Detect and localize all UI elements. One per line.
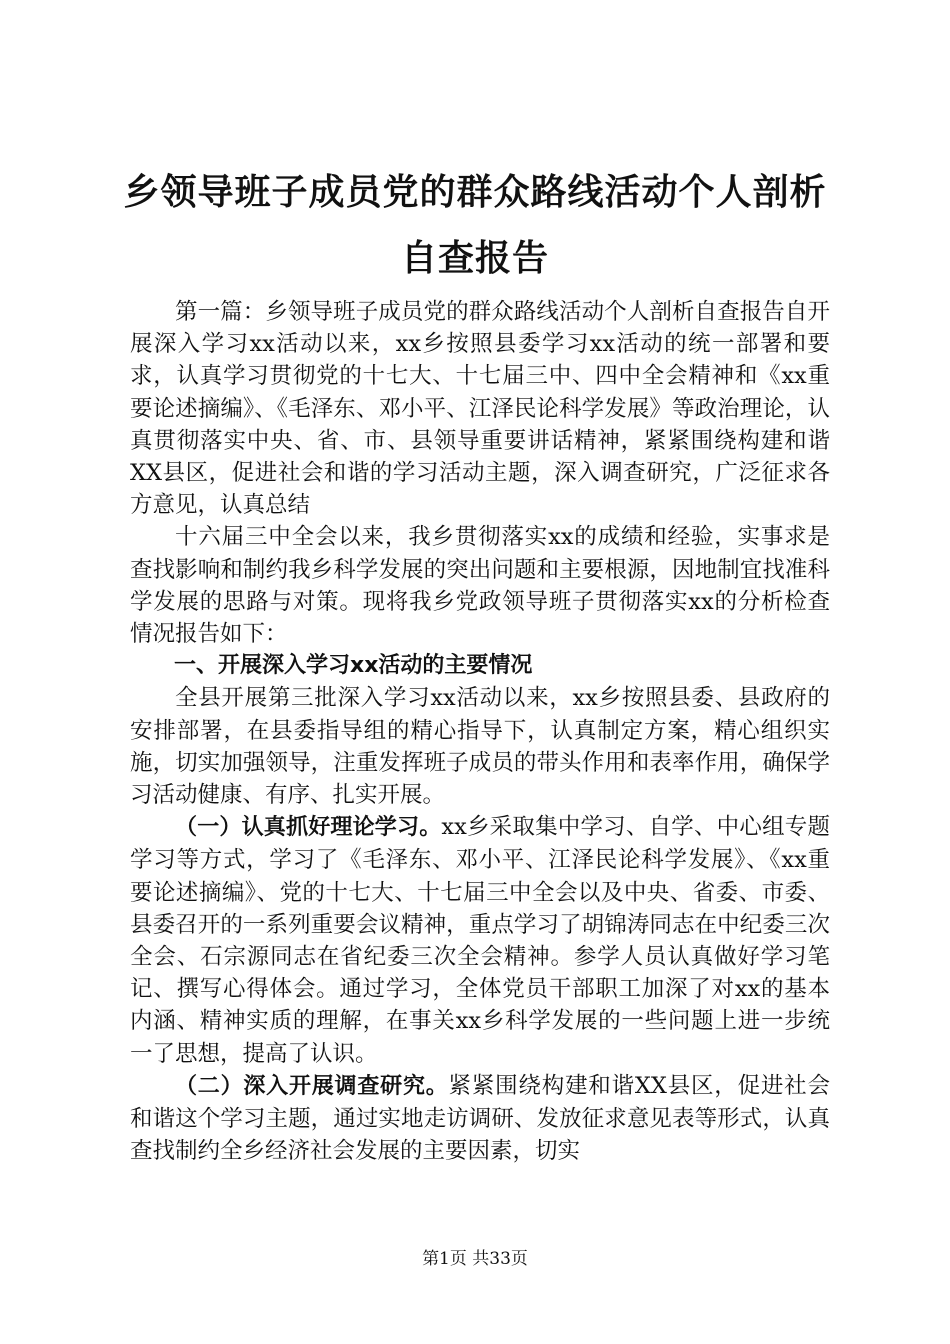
document-title: 乡领导班子成员党的群众路线活动个人剖析自查报告 [123, 172, 827, 279]
paragraph-4 [130, 811, 830, 1070]
paragraph-2: 十六届三中全会以来，我乡贯彻落实xx的成绩和经验，实事求是查找影响和制约我乡科学发展的突出问题和主要根源，因地制宜找准科学发展的思路与对策。现将我乡党政领导班子贯彻落实xx的分析检查情况报告如下： [130, 524, 830, 648]
subsection-lead-2: （二）深入开展调查研究。 [175, 1073, 449, 1099]
section-heading-1: 一、开展深入学习xx活动的主要情况 [174, 653, 533, 679]
subsection-lead-1: （一）认真抓好理论学习。 [175, 815, 442, 841]
page-number: 第1页 共33页 [422, 1249, 528, 1269]
paragraph-4-text: xx乡采取集中学习、自学、中心组专题学习等方式，学习了《毛泽东、邓小平、江泽民论科学发展》、《xx重要论述摘编》、党的十七大、十七届三中全会以及中央、省委、市委、县委召开的一系列重要会议精神，重点学习了胡锦涛同志在中纪委三次全会、石宗源同志在省纪委三次全会精神。参学人员认真做好学习笔记、撰写心得体会。通过学习，全体党员干部职工加深了对xx的基本内涵、精神实质的理解，在事关xx乡科学发展的一些问题上进一步统一了思想，提高了认识。 [130, 814, 830, 1067]
document-body [130, 296, 830, 1167]
paragraph-3: 全县开展第三批深入学习xx活动以来，xx乡按照县委、县政府的安排部署，在县委指导组的精心指导下，认真制定方案，精心组织实施，切实加强领导，注重发挥班子成员的带头作用和表率作用，确保学习活动健康、有序、扎实开展。 [130, 685, 830, 809]
paragraph-1: 第一篇：乡领导班子成员党的群众路线活动个人剖析自查报告自开展深入学习xx活动以来，xx乡按照县委学习xx活动的统一部署和要求，认真学习贯彻党的十七大、十七届三中、四中全会精神和《xx重要论述摘编》、《毛泽东、邓小平、江泽民论科学发展》等政治理论，认真贯彻落实中央、省、市、县领导重要讲话精神，紧紧围绕构建和谐XX县区，促进社会和谐的学习活动主题，深入调查研究，广泛征求各方意见，认真总结 [130, 299, 830, 519]
paragraph-5-text: 紧紧围绕构建和谐XX县区，促进社会和谐这个学习主题，通过实地走访调研、发放征求意见表等形式，认真查找制约全乡经济社会发展的主要因素，切实 [130, 1072, 830, 1165]
paragraph-5 [130, 1070, 830, 1168]
